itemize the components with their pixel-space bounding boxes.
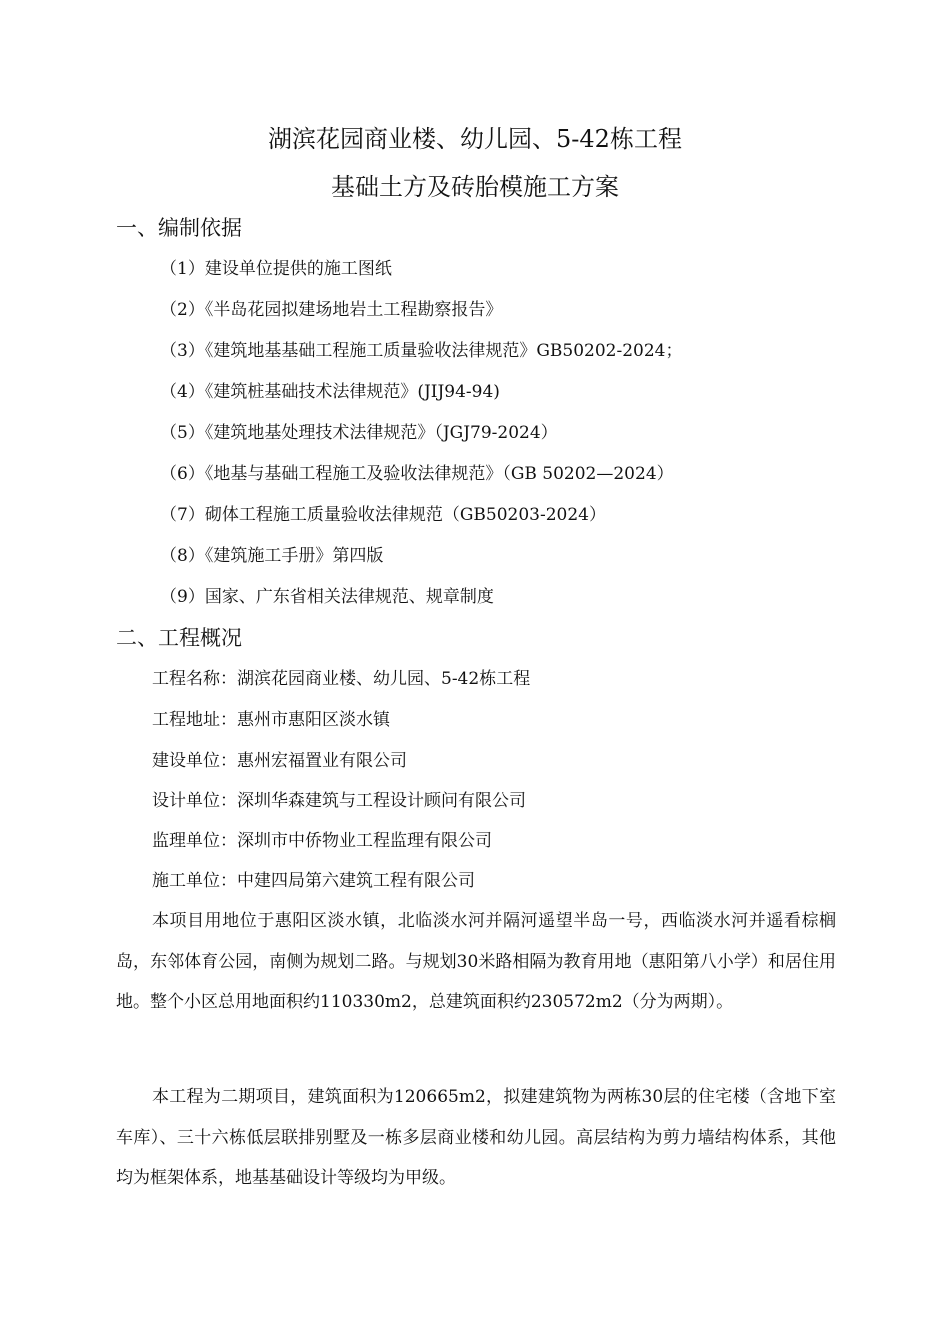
overview-paragraph-site: 本项目用地位于惠阳区淡水镇，北临淡水河并隔河遥望半岛一号，西临淡水河并遥看棕榈岛，东邻体育公园，南侧为规划二路。与规划30米路相隔为教育用地（惠阳第八小学）和居住用地。整个小区总用地面积约110330m2，总建筑面积约230572m2（分为两期）。 — [116, 911, 836, 1012]
basis-item: （1）建设单位提供的施工图纸 — [160, 259, 392, 279]
basis-item: （3）《建筑地基基础工程施工质量验收法律规范》GB50202-2024； — [160, 341, 683, 361]
document-title-line-2: 基础土方及砖胎模施工方案 — [331, 173, 619, 201]
basis-item: （2）《半岛花园拟建场地岩土工程勘察报告》 — [160, 300, 503, 320]
overview-item-project-name: 工程名称：湖滨花园商业楼、幼儿园、5-42栋工程 — [152, 669, 531, 689]
section-heading-basis: 一、编制依据 — [116, 216, 242, 240]
basis-item: （4）《建筑桩基础技术法律规范》(JIJ94-94) — [160, 382, 500, 402]
section-heading-overview: 二、工程概况 — [116, 626, 242, 650]
overview-item-owner: 建设单位：惠州宏福置业有限公司 — [152, 751, 407, 771]
overview-item-contractor: 施工单位：中建四局第六建筑工程有限公司 — [152, 871, 475, 891]
overview-item-address: 工程地址：惠州市惠阳区淡水镇 — [152, 710, 390, 730]
document-title-line-1: 湖滨花园商业楼、幼儿园、5-42栋工程 — [268, 125, 682, 153]
basis-item: （5）《建筑地基处理技术法律规范》（JGJ79-2024） — [160, 423, 558, 443]
basis-item: （8）《建筑施工手册》第四版 — [160, 546, 384, 566]
basis-item: （6）《地基与基础工程施工及验收法律规范》（GB 50202—2024） — [160, 464, 674, 484]
basis-item: （9）国家、广东省相关法律规范、规章制度 — [160, 587, 494, 607]
overview-item-supervisor: 监理单位：深圳市中侨物业工程监理有限公司 — [152, 831, 492, 851]
basis-item: （7）砌体工程施工质量验收法律规范（GB50203-2024） — [160, 505, 606, 525]
overview-item-designer: 设计单位：深圳华森建筑与工程设计顾问有限公司 — [152, 791, 526, 811]
overview-paragraph-phase2: 本工程为二期项目，建筑面积为120665m2，拟建建筑物为两栋30层的住宅楼（含地下室车库）、三十六栋低层联排别墅及一栋多层商业楼和幼儿园。高层结构为剪力墙结构体系，其他均为框架体系，地基基础设计等级均为甲级。 — [116, 1087, 836, 1188]
